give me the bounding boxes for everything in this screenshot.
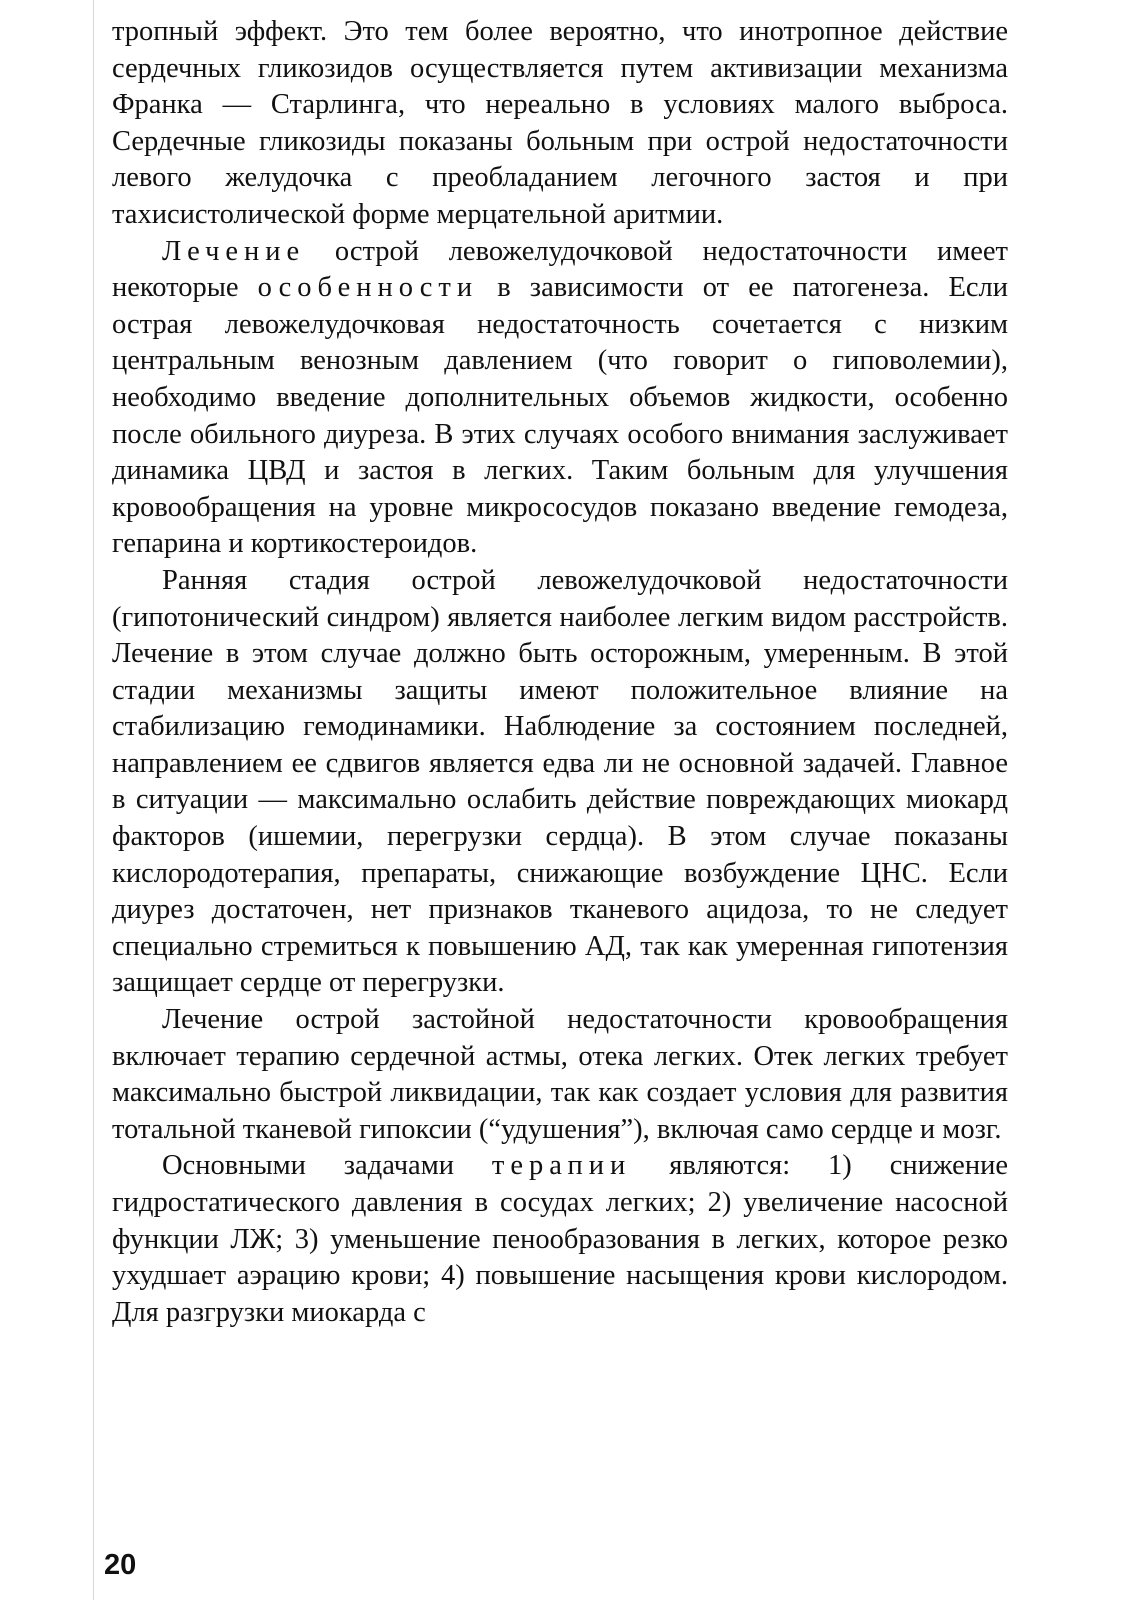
document-page — [112, 14, 1008, 1331]
paragraph-text: острой левожелудочковой недостаточности имеет некоторые — [112, 235, 1008, 304]
paragraph-text: Ранняя стадия острой левожелудочковой недостаточности (гипотонический синдром) является наиболее легким видом расстройств. Лечение в этом случае должно быть осторожным, умеренным. В этой стадии механизмы защиты имеют положительное влияние на стабилизацию гемодинамики. Наблюдение за состоянием последней, направлением ее сдвигов является едва ли не основной задачей. Главное в ситуации — максимально ослабить действие повреждающих миокард факторов (ишемии, перегрузки сердца). В этом случае показаны кислородотерапия, препараты, снижающие возбуждение ЦНС. Если диурез достаточен, нет признаков тканевого ацидоза, то не следует специально стремиться к повышению АД, так как умеренная гипотензия защищает сердце от перегрузки. — [112, 564, 1008, 999]
paragraph-treatment-features — [112, 234, 1008, 563]
paragraph-text: тропный эффект. Это тем более вероятно, что инотропное действие сердечных гликозидов осуществляется путем активизации механизма Франка — Старлинга, что нереально в условиях малого выброса. Сердечные гликозиды показаны больным при острой недостаточности левого желудочка с преобладанием легочного застоя и при тахисистолической форме мерцательной аритмии. — [112, 16, 1008, 230]
paragraph-text: в зависимости от ее патогенеза. Если острая левожелудочковая недостаточность сочетается с низким центральным венозным давлением (что говорит о гиповолемии), необходимо введение дополнительных объемов жидкости, особенно после обильного диуреза. В этих случаях особого внимания заслуживает динамика ЦВД и застоя в легких. Таким больным для улучшения кровообращения на уровне микрососудов показано введение гемодеза, гепарина и кортикостероидов. — [112, 272, 1008, 560]
paragraph-early-stage — [112, 563, 1008, 1002]
page-number: 20 — [104, 1549, 137, 1581]
paragraph-text: Лечение острой застойной недостаточности кровообращения включает терапию сердечной астмы, отека легких. Отек легких требует максимально быстрой ликвидации, так как создает условия для развития тотальной тканевой гипоксии (“удушения”), включая само сердце и мозг. — [112, 1004, 1008, 1145]
paragraph-therapy-goals — [112, 1148, 1008, 1331]
paragraph-text: Основными задачами — [162, 1150, 492, 1182]
paragraph-text: являются: 1) снижение гидростатического давления в сосудах легких; 2) увеличение насосной функции ЛЖ; 3) уменьшение пенообразования в легких, которое резко ухудшает аэрацию крови; 4) повышение насыщения крови кислородом. Для разгрузки миокарда с — [112, 1150, 1008, 1328]
paragraph-inotropic-effect — [112, 14, 1008, 234]
emphasized-word-features: особенности — [257, 272, 479, 304]
paragraph-congestive-failure — [112, 1002, 1008, 1148]
emphasized-word-treatment: Лечение — [162, 235, 306, 267]
emphasized-word-therapy: терапии — [491, 1150, 632, 1182]
page-edge-line — [93, 0, 94, 1600]
